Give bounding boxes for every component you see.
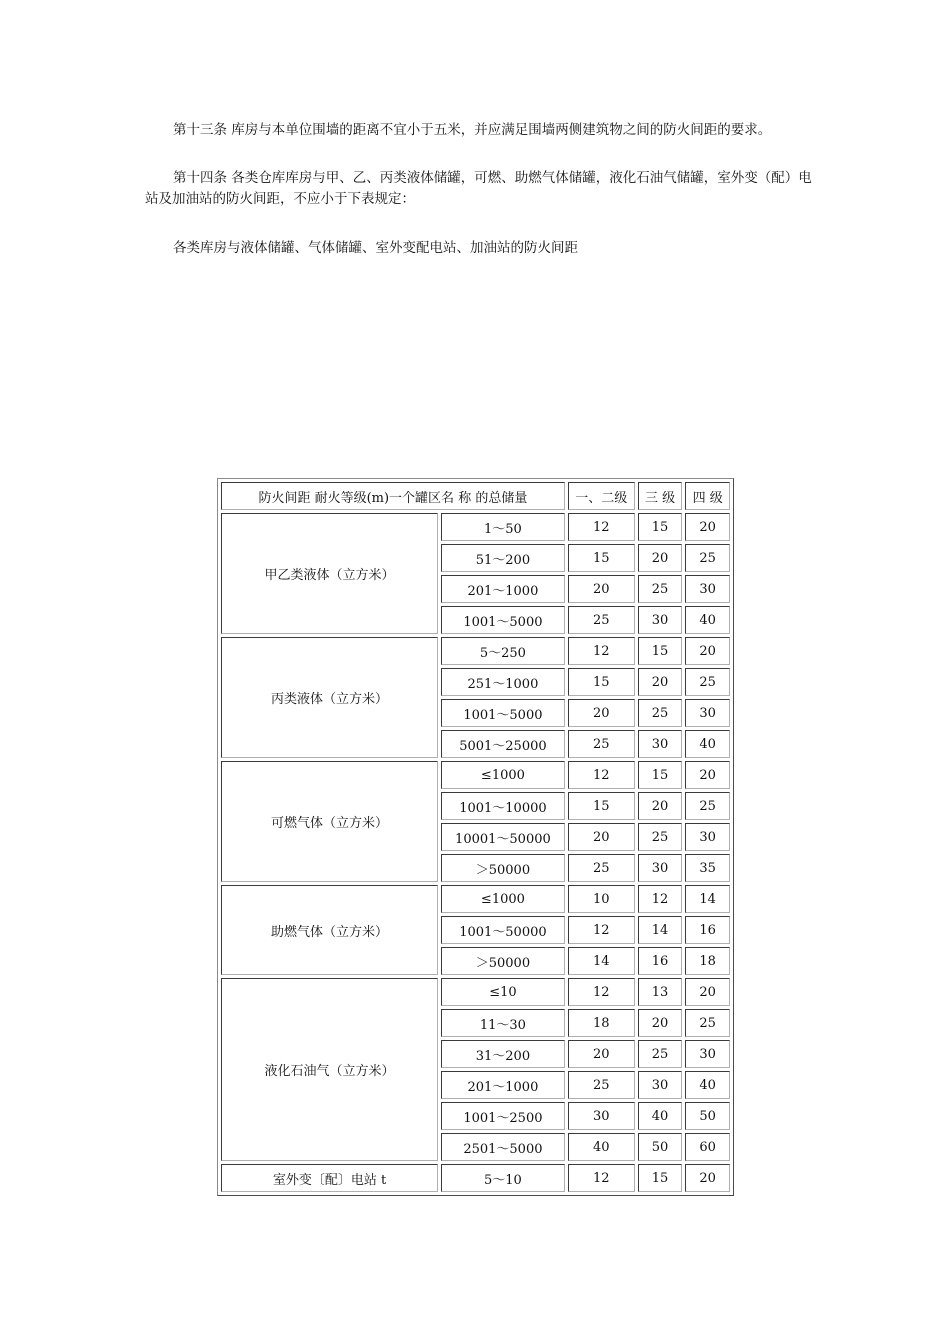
grade-4-cell: 14 xyxy=(685,885,730,913)
grade-4-cell: 16 xyxy=(685,916,730,944)
storage-range-cell: 1001～50000 xyxy=(441,916,565,944)
header-grade-4: 四 级 xyxy=(685,482,730,510)
storage-range-cell: 1001～5000 xyxy=(441,699,565,727)
storage-range-cell: 5～10 xyxy=(441,1164,565,1192)
storage-range-cell: ≤1000 xyxy=(441,885,565,913)
grade-4-cell: 40 xyxy=(685,1071,730,1099)
group-name-cell: 助燃气体（立方米） xyxy=(221,885,438,975)
grade-4-cell: 30 xyxy=(685,699,730,727)
grade-1-2-cell: 25 xyxy=(568,854,635,882)
grade-1-2-cell: 12 xyxy=(568,916,635,944)
grade-3-cell: 25 xyxy=(638,823,683,851)
storage-range-cell: 5001～25000 xyxy=(441,730,565,758)
grade-1-2-cell: 40 xyxy=(568,1133,635,1161)
storage-range-cell: 251～1000 xyxy=(441,668,565,696)
group-name-cell: 室外变〔配〕电站 t xyxy=(221,1164,438,1192)
grade-1-2-cell: 12 xyxy=(568,513,635,541)
article-14-paragraph: 第十四条 各类仓库库房与甲、乙、丙类液体储罐，可燃、助燃气体储罐，液化石油气储罐，室外变（配）电站及加油站的防火间距，不应小于下表规定： xyxy=(145,170,812,207)
grade-3-cell: 25 xyxy=(638,575,683,603)
storage-range-cell: 10001～50000 xyxy=(441,823,565,851)
fire-distance-table xyxy=(217,478,734,1196)
article-13-paragraph: 第十三条 库房与本单位围墙的距离不宜小于五米，并应满足围墙两侧建筑物之间的防火间距的要求。 xyxy=(173,122,772,138)
grade-1-2-cell: 12 xyxy=(568,1164,635,1192)
grade-1-2-cell: 25 xyxy=(568,730,635,758)
group-name-cell: 丙类液体（立方米） xyxy=(221,637,438,758)
grade-1-2-cell: 15 xyxy=(568,544,635,572)
grade-1-2-cell: 20 xyxy=(568,575,635,603)
grade-3-cell: 13 xyxy=(638,978,683,1006)
grade-3-cell: 15 xyxy=(638,513,683,541)
grade-3-cell: 40 xyxy=(638,1102,683,1130)
grade-4-cell: 60 xyxy=(685,1133,730,1161)
grade-4-cell: 20 xyxy=(685,978,730,1006)
storage-range-cell: 1001～10000 xyxy=(441,792,565,820)
header-grade-3: 三 级 xyxy=(638,482,683,510)
grade-1-2-cell: 25 xyxy=(568,606,635,634)
storage-range-cell: 1001～5000 xyxy=(441,606,565,634)
grade-3-cell: 16 xyxy=(638,947,683,975)
grade-4-cell: 35 xyxy=(685,854,730,882)
storage-range-cell: 2501～5000 xyxy=(441,1133,565,1161)
grade-1-2-cell: 15 xyxy=(568,792,635,820)
storage-range-cell: ≤1000 xyxy=(441,761,565,789)
table-header-row xyxy=(221,482,730,510)
table-caption: 各类库房与液体储罐、气体储罐、室外变配电站、加油站的防火间距 xyxy=(173,240,578,256)
grade-1-2-cell: 12 xyxy=(568,761,635,789)
storage-range-cell: ＞50000 xyxy=(441,854,565,882)
grade-1-2-cell: 10 xyxy=(568,885,635,913)
storage-range-cell: 201～1000 xyxy=(441,575,565,603)
table-row xyxy=(221,1164,730,1192)
grade-3-cell: 30 xyxy=(638,1071,683,1099)
grade-4-cell: 40 xyxy=(685,606,730,634)
grade-3-cell: 30 xyxy=(638,730,683,758)
grade-4-cell: 50 xyxy=(685,1102,730,1130)
grade-4-cell: 25 xyxy=(685,792,730,820)
grade-3-cell: 25 xyxy=(638,699,683,727)
storage-range-cell: 5～250 xyxy=(441,637,565,665)
grade-3-cell: 14 xyxy=(638,916,683,944)
grade-4-cell: 25 xyxy=(685,1009,730,1037)
group-name-cell: 液化石油气（立方米） xyxy=(221,978,438,1161)
table-row xyxy=(221,885,730,913)
grade-3-cell: 20 xyxy=(638,1009,683,1037)
storage-range-cell: 201～1000 xyxy=(441,1071,565,1099)
table-row xyxy=(221,978,730,1006)
grade-1-2-cell: 20 xyxy=(568,699,635,727)
group-name-cell: 甲乙类液体（立方米） xyxy=(221,513,438,634)
grade-4-cell: 20 xyxy=(685,513,730,541)
grade-4-cell: 25 xyxy=(685,544,730,572)
grade-1-2-cell: 18 xyxy=(568,1009,635,1037)
grade-4-cell: 20 xyxy=(685,761,730,789)
storage-range-cell: 1001～2500 xyxy=(441,1102,565,1130)
grade-3-cell: 30 xyxy=(638,606,683,634)
grade-3-cell: 30 xyxy=(638,854,683,882)
storage-range-cell: 11～30 xyxy=(441,1009,565,1037)
grade-4-cell: 40 xyxy=(685,730,730,758)
grade-3-cell: 20 xyxy=(638,792,683,820)
grade-1-2-cell: 25 xyxy=(568,1071,635,1099)
grade-1-2-cell: 15 xyxy=(568,668,635,696)
header-storage-name: 防火间距 耐火等级(m)一个罐区名 称 的总储量 xyxy=(221,482,565,510)
grade-3-cell: 20 xyxy=(638,668,683,696)
table-body xyxy=(221,482,730,1192)
grade-3-cell: 20 xyxy=(638,544,683,572)
grade-1-2-cell: 20 xyxy=(568,823,635,851)
storage-range-cell: ＞50000 xyxy=(441,947,565,975)
table-row xyxy=(221,637,730,665)
storage-range-cell: 1～50 xyxy=(441,513,565,541)
storage-range-cell: 31～200 xyxy=(441,1040,565,1068)
grade-4-cell: 20 xyxy=(685,637,730,665)
grade-1-2-cell: 30 xyxy=(568,1102,635,1130)
grade-3-cell: 15 xyxy=(638,1164,683,1192)
table-row xyxy=(221,513,730,541)
group-name-cell: 可燃气体（立方米） xyxy=(221,761,438,882)
grade-1-2-cell: 14 xyxy=(568,947,635,975)
grade-4-cell: 30 xyxy=(685,1040,730,1068)
fire-distance-table-container xyxy=(217,478,734,1196)
storage-range-cell: ≤10 xyxy=(441,978,565,1006)
grade-4-cell: 30 xyxy=(685,575,730,603)
grade-3-cell: 50 xyxy=(638,1133,683,1161)
storage-range-cell: 51～200 xyxy=(441,544,565,572)
grade-4-cell: 25 xyxy=(685,668,730,696)
grade-3-cell: 12 xyxy=(638,885,683,913)
grade-4-cell: 18 xyxy=(685,947,730,975)
header-grade-1-2: 一、二级 xyxy=(568,482,635,510)
table-row xyxy=(221,761,730,789)
grade-3-cell: 25 xyxy=(638,1040,683,1068)
grade-4-cell: 30 xyxy=(685,823,730,851)
grade-1-2-cell: 12 xyxy=(568,978,635,1006)
grade-3-cell: 15 xyxy=(638,761,683,789)
grade-1-2-cell: 12 xyxy=(568,637,635,665)
grade-4-cell: 20 xyxy=(685,1164,730,1192)
grade-1-2-cell: 20 xyxy=(568,1040,635,1068)
grade-3-cell: 15 xyxy=(638,637,683,665)
